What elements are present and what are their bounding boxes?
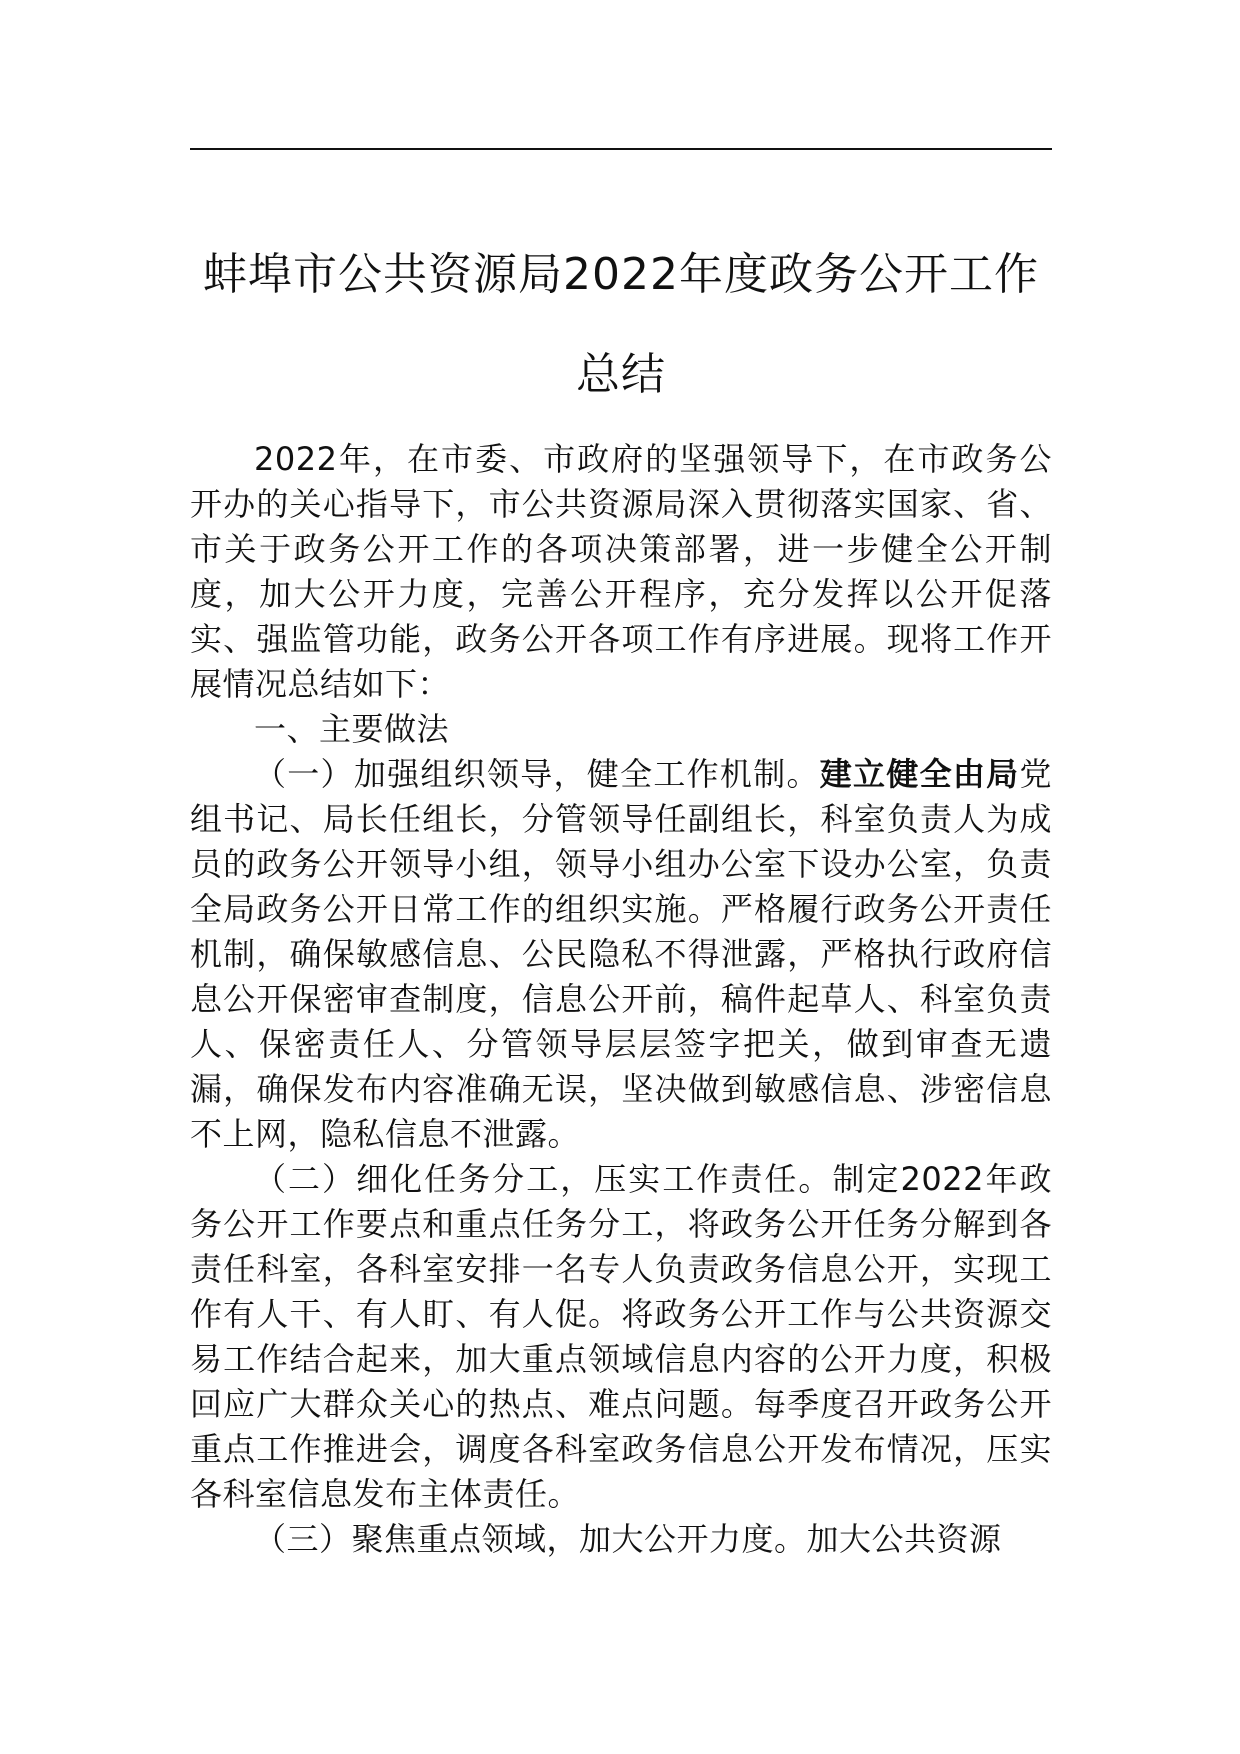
title-line-2: 总结 — [576, 349, 666, 400]
header-rule — [190, 148, 1052, 150]
paragraph-1 — [190, 752, 1052, 1157]
paragraph-1-text: 党组书记、局长任组长，分管领导任副组长，科室负责人为成员的政务公开领导小组，领导小组办公室下设办公室，负责全局政务公开日常工作的组织实施。严格履行政务公开责任机制，确保敏感信息、公民隐私不得泄露，严格执行政府信息公开保密审查制度，信息公开前，稿件起草人、科室负责人、保密责任人、分管领导层层签字把关，做到审查无遗漏，确保发布内容准确无误，坚决做到敏感信息、涉密信息不上网，隐私信息不泄露。 — [190, 755, 1052, 1153]
document-body — [190, 437, 1052, 1562]
document-title — [190, 225, 1052, 425]
intro-paragraph: 2022年，在市委、市政府的坚强领导下，在市政务公开办的关心指导下，市公共资源局深入贯彻落实国家、省、市关于政务公开工作的各项决策部署，进一步健全公开制度，加大公开力度，完善公开程序，充分发挥以公开促落实、强监管功能，政务公开各项工作有序进展。现将工作开展情况总结如下： — [190, 440, 1052, 703]
section-heading: 一、主要做法 — [254, 710, 450, 748]
paragraph-3: （三）聚焦重点领域，加大公开力度。加大公共资源 — [254, 1520, 1002, 1558]
paragraph-1-bold: 建立健全由局 — [819, 755, 1020, 793]
paragraph-1-lead: （一）加强组织领导，健全工作机制。 — [254, 755, 820, 793]
paragraph-2: （二）细化任务分工，压实工作责任。制定2022年政务公开工作要点和重点任务分工，将政务公开任务分解到各责任科室，各科室安排一名专人负责政务信息公开，实现工作有人干、有人盯、有人促。将政务公开工作与公共资源交易工作结合起来，加大重点领域信息内容的公开力度，积极回应广大群众关心的热点、难点问题。每季度召开政务公开重点工作推进会，调度各科室政务信息公开发布情况，压实各科室信息发布主体责任。 — [190, 1160, 1052, 1513]
title-line-1: 蚌埠市公共资源局2022年度政务公开工作 — [203, 249, 1039, 300]
